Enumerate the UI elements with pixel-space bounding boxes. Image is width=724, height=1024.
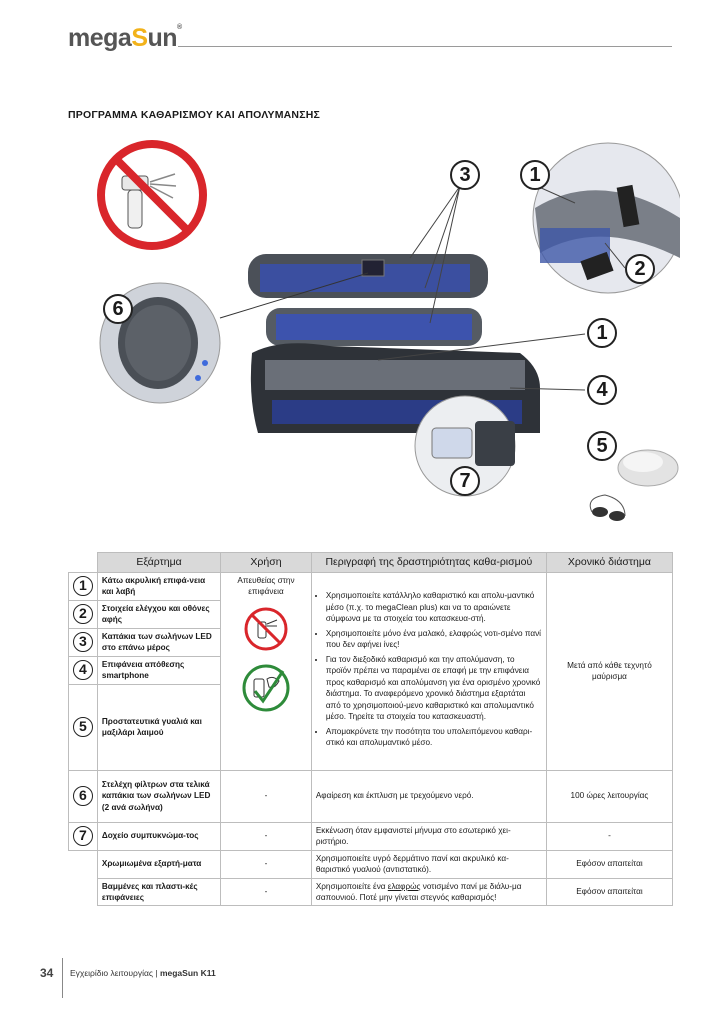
no-spray-small-icon bbox=[241, 604, 291, 654]
row-item: Επιφάνεια απόθεσης smartphone bbox=[97, 656, 220, 684]
row-interval: Εφόσον απαιτείται bbox=[546, 878, 672, 906]
row-item: Κάτω ακρυλική επιφά-νεια και λαβή bbox=[97, 572, 220, 600]
header-item: Εξάρτημα bbox=[97, 553, 220, 573]
callout-4: 4 bbox=[587, 375, 617, 405]
row-number: 3 bbox=[73, 632, 93, 652]
use-text: Απευθείας στην επιφάνεια bbox=[237, 575, 295, 597]
table-header-row bbox=[69, 553, 673, 573]
desc-bullet: • Για τον διεξοδικό καθαρισμό και την απολύμανση, το προϊόν πρέπει να παραμένει σε επαφή με την επιφάνεια προς καθαρισμό και απολύμανση για ένα ορισμένο χρονικό διάστημα. Το αναφερόμενο χρονικό διάστημα εξαρτάται από το χρησιμοποιού-μενο καθαριστικό και απολυμαντικό μέσο. Τηρείτε τα στοιχεία του κατασκευαστή. bbox=[326, 654, 542, 723]
row-item: Προστατευτικά γυαλιά και μαξιλάρι λαιμού bbox=[97, 684, 220, 770]
callout-5: 5 bbox=[587, 431, 617, 461]
row-item: Στελέχη φίλτρων στα τελικά καπάκια των σωλήνων LED (2 ανά σωλήνα) bbox=[97, 770, 220, 822]
row-number: 7 bbox=[73, 826, 93, 846]
table-row bbox=[69, 572, 673, 600]
solarium-figure bbox=[80, 138, 680, 538]
desc-bullet: • Χρησιμοποιείτε κατάλληλο καθαριστικό και απολυ-μαντικό μέσο (π.χ. το megaClean plus) και να το αραιώνετε σύμφωνα με τα στοιχεία του κατασκευα-στή. bbox=[326, 590, 542, 624]
desc-bullet: • Απομακρύνετε την ποσότητα του υπολειπόμενου καθαρι-στικό και απολυμαντικό μέσο. bbox=[326, 726, 542, 749]
use-cell bbox=[221, 572, 312, 770]
row-item: Χρωμιωμένα εξαρτή-ματα bbox=[97, 850, 220, 878]
table-row bbox=[69, 878, 673, 906]
header-desc: Περιγραφή της δραστηριότητας καθα-ρισμού bbox=[311, 553, 546, 573]
row-item: Βαμμένες και πλαστι-κές επιφάνειες bbox=[97, 878, 220, 906]
callout-2: 2 bbox=[625, 254, 655, 284]
row-use: - bbox=[221, 770, 312, 822]
row-item: Δοχείο συμπυκνώμα-τος bbox=[97, 822, 220, 850]
group-description bbox=[311, 572, 546, 770]
group-interval: Μετά από κάθε τεχνητό μαύρισμα bbox=[546, 572, 672, 770]
megasun-logo: megaSun® bbox=[68, 24, 182, 52]
cloth-ok-icon bbox=[239, 661, 293, 715]
row-desc: Εκκένωση όταν εμφανιστεί μήνυμα στο εσωτερικό χει-ριστήριο. bbox=[311, 822, 546, 850]
callout-1-inset: 1 bbox=[520, 160, 550, 190]
row-item: Στοιχεία ελέγχου και οθόνες αφής bbox=[97, 600, 220, 628]
footer-divider bbox=[62, 958, 63, 998]
page-title: ΠΡΟΓΡΑΜΜΑ ΚΑΘΑΡΙΣΜΟΥ ΚΑΙ ΑΠΟΛΥΜΑΝΣΗΣ bbox=[68, 109, 320, 121]
row-use: - bbox=[221, 822, 312, 850]
header-use: Χρήση bbox=[221, 553, 312, 573]
row-number: 4 bbox=[73, 660, 93, 680]
table-row bbox=[69, 850, 673, 878]
footer-text: Εγχειρίδιο λειτουργίας | megaSun K11 bbox=[70, 968, 216, 978]
row-interval: 100 ώρες λειτουργίας bbox=[546, 770, 672, 822]
row-number: 6 bbox=[73, 786, 93, 806]
header-interval: Χρονικό διάστημα bbox=[546, 553, 672, 573]
page-number: 34 bbox=[40, 966, 54, 980]
callout-6: 6 bbox=[103, 294, 133, 324]
row-number: 5 bbox=[73, 717, 93, 737]
control-panel-inset bbox=[533, 143, 680, 293]
callout-3: 3 bbox=[450, 160, 480, 190]
row-number: 1 bbox=[73, 576, 93, 596]
callout-1: 1 bbox=[587, 318, 617, 348]
row-desc: Χρησιμοποιείτε υγρό δερμάτινο πανί και ακρυλικό κα-θαριστικό γυαλιού (αντιστατικό). bbox=[311, 850, 546, 878]
callout-7: 7 bbox=[450, 466, 480, 496]
row-desc: Χρησιμοποιείτε ένα ελαφρώς νοτισμένο πανί με διάλυ-μα σαπουνιού. Ποτέ μην γίνεται στεγνός καθαρισμός! bbox=[311, 878, 546, 906]
row-interval: - bbox=[546, 822, 672, 850]
row-interval: Εφόσον απαιτείται bbox=[546, 850, 672, 878]
table-row bbox=[69, 822, 673, 850]
row-desc: Αφαίρεση και έκπλυση με τρεχούμενο νερό. bbox=[311, 770, 546, 822]
cleaning-table bbox=[68, 552, 673, 906]
row-use: - bbox=[221, 850, 312, 878]
desc-bullet: • Χρησιμοποιείτε μόνο ένα μαλακό, ελαφρώς νοτι-σμένο πανί που δεν αφήνει ίνες! bbox=[326, 628, 542, 651]
header-rule bbox=[178, 46, 672, 47]
row-number: 2 bbox=[73, 604, 93, 624]
no-spray-icon bbox=[101, 144, 203, 246]
row-use: - bbox=[221, 878, 312, 906]
table-row bbox=[69, 770, 673, 822]
row-item: Καπάκια των σωλήνων LED στο επάνω μέρος bbox=[97, 628, 220, 656]
